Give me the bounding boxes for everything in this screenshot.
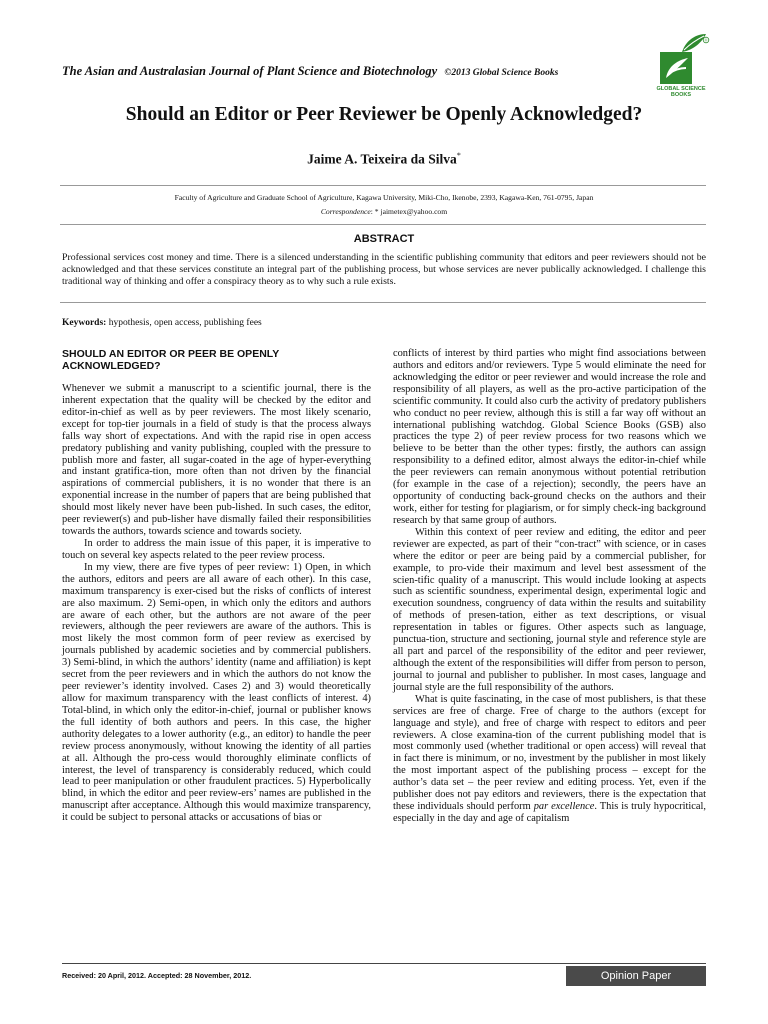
correspondence — [0, 207, 768, 216]
paragraph — [393, 694, 706, 825]
author-line — [0, 151, 768, 168]
journal-copyright: ©2013 Global Science Books — [444, 68, 559, 78]
correspondence-email: : * jaimetex@yahoo.com — [370, 207, 448, 216]
divider — [60, 185, 706, 186]
paragraph: Within this context of peer review and editing, the editor and peer reviewer are expected, as part of their “con-tract” with science, or in cases where the editor or peer are being paid by a commercial publisher, for example, to pro-vide their maximum and level best assessment of the scien-tific quality of a manuscript. This would include looking at aspects such as scientific soundness, experimental design, experimental logic and execution soundness, congruency of data within the results and suitability of methods of presen-tation, either as text descriptions, or visual representation in tables or figures. Other aspects such as language, punctua-tion, structure and sectioning, journal style and reference style are all part and parcel of the responsibility of the editor and peer reviewer, although the extent of the responsibilities will differ from person to person, journal to journal and publisher to publisher. In most cases, language and journal style are the full responsibility of the authors. — [393, 526, 706, 693]
abstract-text: Professional services cost money and time. There is a silenced understanding in the scientific publishing community that editors and peer reviewers should not be acknowledged and that these services constitute an integral part of the publishing process, but whose services are never publically acknowledged. I challenge this traditional way of thinking and offer a conspiracy theory as to why such a rule exists. — [62, 252, 706, 287]
divider — [60, 224, 706, 225]
abstract-heading: ABSTRACT — [353, 233, 415, 245]
correspondence-label: Correspondence — [320, 207, 371, 216]
paragraph: In order to address the main issue of this paper, it is imperative to touch on several key aspects related to the peer review process. — [62, 537, 371, 561]
body-column-left — [62, 383, 371, 824]
article-type-badge: Opinion Paper — [566, 966, 706, 986]
emphasis-text: par excellence — [533, 801, 595, 813]
paragraph: Whenever we submit a manuscript to a scientific journal, there is the inherent expectation that the quality will be checked by the editor and editor-in-chief as well as by peer reviewers. The most likely scenario, except for top-tier journals in a field of study is that the process always falls way short of expectations. And with the rapid rise in open access predatory publishing and vanity publishing, coupled with the pressure to publish more and faster, all sugar-coated in the age of hyper-everything and instant gratifica-tion, more often than not driven by the financial aspirations of commercial publishers, it is no wonder that there is an exponential increase in the number of papers that are being published that should most likely never have been pub-lished. In such cases, the editor, peer reviewer(s) and pub-lisher have dismally failed their responsibilities towards the authors, towards science and towards society. — [62, 383, 371, 538]
journal-name: The Asian and Australasian Journal of Plant Science and Biotechnology — [62, 64, 438, 78]
section-heading: SHOULD AN EDITOR OR PEER BE OPENLY ACKNOWLEDGED? — [62, 348, 280, 372]
logo-label-line1: GLOBAL SCIENCE — [656, 86, 706, 92]
keywords-list: hypothesis, open access, publishing fees — [106, 318, 262, 328]
paragraph-text: What is quite fascinating, in the case of most publishers, is that these services are free of charge. Free of charge to the authors (except for language and style), and free of charge with respect to editors and peer reviewers. A close examina-tion of the current publishing model that is most commonly used (whether traditional or open access) will reveal that in fact there is minimum, or no, investment by the publisher in most likely the most important aspect of the publishing process – except for the author’s data set – the peer review and editing process. Yet, even if the publisher does not pay editors and reviewers, there is the expectation that these individuals should perform — [393, 693, 706, 813]
divider — [60, 302, 706, 303]
paper-title: Should an Editor or Peer Reviewer be Openly Acknowledged? — [125, 104, 643, 125]
logo-label-line2: BOOKS — [670, 92, 692, 98]
body-column-right — [393, 348, 706, 825]
author-mark: * — [456, 151, 461, 160]
paragraph: conflicts of interest by third parties who might find associations between authors and editors and/or reviewers. Type 5 would eliminate the need for acknowledging the editor or peer reviewer and would increase the role and responsibility of all players, as well as the pro-active participation of the scientific community. It could also curb the activity of predatory publishers who conduct no peer review, although this is still a far way off without an international publishing watchdog. Global Science Books (GSB) also practices the type 2) of peer review process for two reasons which we believe to be better than the other types: firstly, the authors can assign responsibility to a defined editor, almost always the editor-in-chief while the peer reviewers can remain anonymous without potential retribution (for example in the case of a rejection); secondly, the peers have an opportunity of conducting back-ground checks on the authors and their work, either for testing for plagiarism, or for simply check-ing background research by that same group of authors. — [393, 348, 706, 526]
keywords-label: Keywords: — [62, 318, 107, 328]
keywords — [62, 318, 262, 328]
journal-header — [62, 64, 558, 79]
footer-divider — [62, 963, 706, 964]
affiliation: Faculty of Agriculture and Graduate School of Agriculture, Kagawa University, Miki-Cho, Ikenobe, 2393, Kagawa-Ken, 761-0795, Japan — [174, 193, 594, 202]
received-dates: Received: 20 April, 2012. Accepted: 28 November, 2012. — [62, 971, 252, 980]
registered-mark: ® — [704, 38, 708, 43]
paragraph-tail: . This is truly hypocritical, especially in the day and age of capitalism — [393, 801, 706, 824]
author-name: Jaime A. Teixeira da Silva — [307, 151, 457, 167]
logo-label — [646, 86, 716, 98]
paragraph: In my view, there are five types of peer review: 1) Open, in which the authors, editors and peers are all aware of each other). In this case, maximum transparency is exer-cised but the risks of conflicts of interest are also maximum. 2) Semi-open, in which only the editors and authors are aware of each other, but the authors are not aware of the peer reviewers, although the peer reviewers are aware of the authors. This is most likely the most common form of peer review as exercised by journals published by academic societies and by commercial publishers. 3) Semi-blind, in which the authors’ identity (name and affiliation) is kept secret from the peer reviewers and in which the authors do not know the peer reviewer’s identity involved. Cases 2) and 3) would theoretically allow for maximum transparency with the least conflicts of interest. 4) Total-blind, in which only the editor-in-chief, journal or publisher knows the full identity of both authors and peers. In this case, the higher authority delegates to a lower authority (e.g., an editor) to handle the peer review process anonymously, without knowing the identity of all parties at all. Although the pro-cess would thoroughly eliminate conflicts of interest, the level of transparency is considerably reduced, which could lead to peer manipulation or other fraudulent practices. 5) Hyperbolically blind, in which the editor and peer review-ers’ names are published in the manuscript after acceptance. Although this would maximize transparency, it could be subject to personal attacks or accusations of bias or — [62, 561, 371, 824]
